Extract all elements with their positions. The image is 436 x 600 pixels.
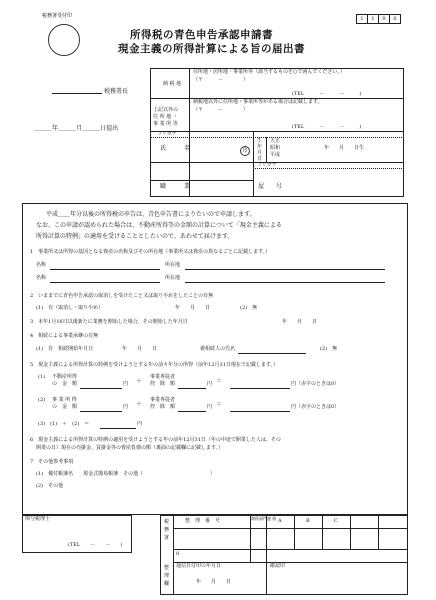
q6-heading-cont: 開業の日）現在の売掛金、買掛金等の資産負債の額（裏面の記載欄に記載します。） (36, 445, 224, 451)
q5-row2-emp-a: 事業専従者 (150, 397, 176, 403)
q5-row1-note: 円（赤字のときは0） (291, 381, 340, 387)
q1-heading: 1 事業所又は所得の基因となる資産の名称及びその所在地（事業所又は資産の異なるごとに記載します。） (30, 249, 271, 255)
occupation-label: 職 業 (160, 183, 191, 190)
other-address-tel: (TEL － － ) (292, 124, 362, 130)
office-v-1: 税 (164, 519, 170, 525)
office-header-b: B (306, 518, 310, 524)
other-address-label-1: 上記以外の (153, 107, 179, 113)
stamp-label: 税務署受付印 (42, 13, 73, 19)
trade-name-label: 屋 号 (258, 183, 283, 190)
birth-date: 年 月 日生 (324, 145, 365, 151)
office-v-6: 欄 (164, 581, 170, 587)
intro-line1: 平成＿＿年分以後の所得税の申告は、青色申告書によりたいので申請します。 (46, 211, 256, 218)
era-showa: 昭和 (270, 145, 281, 151)
q1-location-2: 所在地 (165, 275, 181, 281)
q7-books: (1) 備付帳簿名 現金式簡易帳簿 その他（ (36, 471, 144, 477)
form-code-digit: 0 (378, 14, 390, 24)
q5-row1-equals: ＝ (216, 378, 223, 385)
seal-mark: 印 (240, 146, 250, 156)
q5-sum-yen: 円 (137, 421, 143, 427)
stamp-circle (48, 24, 80, 56)
office-header-a: A (278, 518, 282, 524)
q5-row2-label-b: の 金 額 (52, 404, 78, 410)
other-address-label-2: 住 所 地 ・ (153, 114, 178, 120)
q4-no: (2) 無 (320, 346, 338, 352)
office-header-number: 整 理 番 号 (185, 518, 221, 524)
era-taisho: 大正 (270, 138, 281, 144)
office-header-dept: 関係部門連 絡 (251, 516, 277, 521)
q2-heading: 2 いままでに青色申告承認の取消しを受けたこと又は取りやめをしたことの有無 (30, 293, 214, 299)
q5-row1-yen: 円 (123, 381, 129, 387)
address-tel: (TEL － － ) (292, 91, 362, 97)
q5-row2-note: 円（赤字のときは0） (291, 404, 340, 410)
q5-row2-plus: ＋ (136, 401, 143, 408)
q4-heading: 4 相続による事業承継の有無 (30, 333, 99, 339)
other-address-label-3: 事 業 所 等 (153, 121, 178, 127)
q5-row1-emp-b: 控 除 額 (150, 381, 176, 387)
q4-heir: 被相続人の氏名 (200, 346, 236, 352)
tax-office-suffix: 税務署長 (104, 88, 129, 95)
address-options: 住所地・居所地・事業所等（該当するものを○で囲んでください。） (193, 69, 345, 75)
trade-furigana: フリガナ (257, 162, 277, 168)
q5-row2-equals: ＝ (216, 401, 223, 408)
q3-heading: 3 本年1月16日以後新たに業務を開始した場合、その開始した年月日 (30, 319, 188, 325)
birth-label-2: 年 (257, 144, 263, 150)
office-header-c: C (334, 518, 338, 524)
q7-heading: 7 その他参考事項 (30, 459, 74, 465)
office-v-4: 整 (164, 565, 170, 571)
office-v-3: 署 (164, 535, 170, 541)
address-postal: （〒 － ） (193, 77, 249, 83)
address-label: 納 税 地 (163, 81, 182, 87)
preparer-tel: (TEL － － ) (68, 542, 123, 548)
form-code-digit: 1 (367, 14, 379, 24)
name-furigana: フリガナ (157, 131, 177, 137)
q7-other: (2) その他 (36, 483, 64, 489)
q4-yes: (1) 有 相続開始年月日 (36, 346, 94, 352)
q1-name-1: 名称 (36, 262, 47, 268)
office-v-2: 務 (164, 527, 170, 533)
intro-line3: 所得計算の特例」の適用を受けることとしたいので、あわせて届けます。 (36, 233, 234, 240)
birth-label-3: 月 (257, 150, 263, 156)
birth-label-1: 生 (257, 138, 263, 144)
form-title-line2: 現金主義の所得計算による旨の届出書 (118, 43, 305, 55)
q5-row2-num: (2) (38, 397, 46, 403)
q1-location-1: 所在地 (165, 262, 181, 268)
q2-yes: (1) 有（取消し・取りやめ） (36, 305, 104, 311)
q1-name-2: 名称 (36, 275, 47, 281)
submission-date: ＿＿＿年＿＿＿月＿＿＿日提出 (34, 125, 119, 132)
other-address-postal: （〒 － ） (193, 107, 249, 113)
q3-date: 年 月 日 (282, 319, 318, 325)
q5-row1-label-a: 不動産所得 (52, 374, 78, 380)
q5-row2-emp-b: 控 除 額 (150, 404, 176, 410)
q5-row2-label-a: 事 業 所 得 (52, 397, 77, 403)
q5-row2-yen: 円 (123, 404, 129, 410)
q5-row1-plus: ＋ (136, 378, 143, 385)
office-row3-date: 通信日付印の年月日 (176, 563, 222, 569)
other-address-note: 納税地以外に住所地・事業所等がある場合は記載します。 (193, 99, 323, 105)
q6-heading: 6 現金主義による所得計算の特例の適用を受けようとする年の前年12月31日（年の中途で開業した人は、その (30, 437, 281, 443)
q5-row1-num: (1) (38, 374, 46, 380)
office-v-5: 理 (164, 573, 170, 579)
q5-row1-emp-yen: 円 (207, 381, 213, 387)
q4-date: 年 月 日 (122, 346, 158, 352)
q2-no: (2) 無 (240, 305, 258, 311)
intro-line2: なお、この申請が認められた場合は、不動産所得等の金額の計算について「現金主義による (36, 222, 282, 229)
q5-heading: 5 現金主義による所得計算の特例を受けようとする年の前々年分の所得（前年12月31日現在で記載します。） (30, 362, 279, 368)
q5-row1-emp-a: 事業専従者 (150, 374, 176, 380)
q5-row1-label-b: の 金 額 (52, 381, 78, 387)
office-date: 年 月 日 (196, 579, 232, 585)
office-row3-confirm: 確認印 (270, 563, 286, 569)
q2-date: 年 月 日 (175, 305, 211, 311)
preparer-label: 関与税理士 (25, 516, 51, 522)
form-code-digit: 0 (389, 14, 401, 24)
form-title-line1: 所得税の青色申告承認申請書 (130, 29, 273, 41)
name-label: 氏 名 (160, 145, 191, 152)
era-heisei: 平成 (270, 152, 281, 158)
q7-books-close: ） (210, 471, 216, 477)
q5-sum: (3) (1) ＋ (2) ＝ (38, 421, 90, 427)
form-code-digit: 1 (356, 14, 368, 24)
office-row2-zero: 0 (176, 551, 180, 557)
birth-label-4: 日 (257, 156, 263, 162)
q5-row2-emp-yen: 円 (207, 404, 213, 410)
